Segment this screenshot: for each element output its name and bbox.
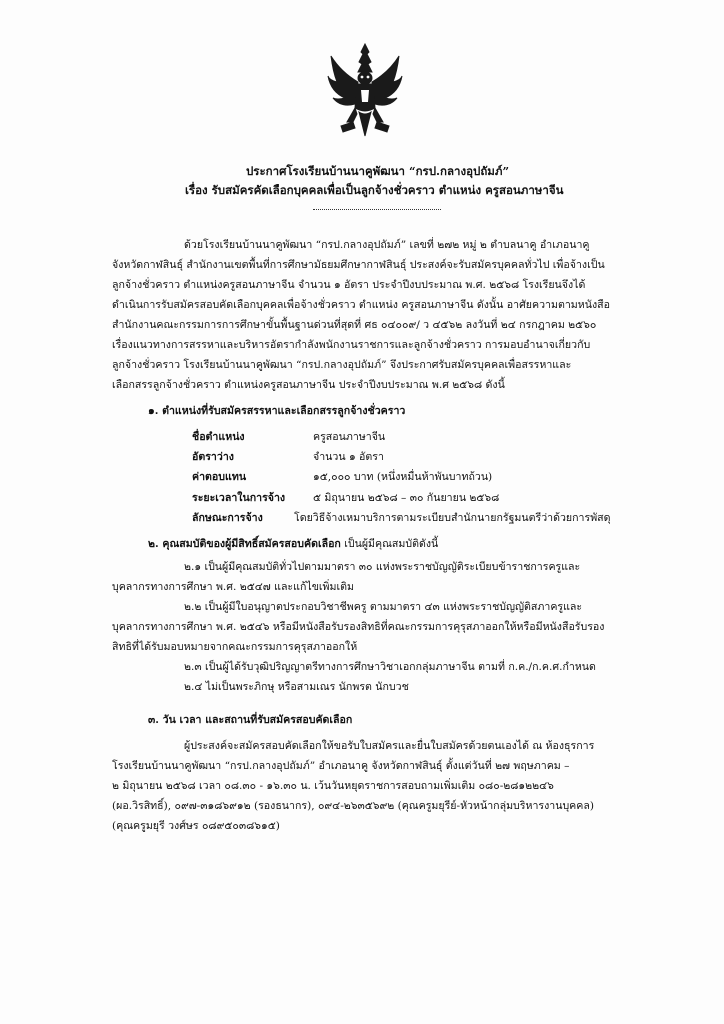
intro-line: ด้วยโรงเรียนบ้านนาคูพัฒนา “กรป.กลางอุปถัมภ์” เลขที่ ๒๗๒ หมู่ ๒ ตำบลนาคู อำเภอนาคู <box>184 239 590 251</box>
section1-heading: ๑. ตำแหน่งที่รับสมัครสรรหาและเลือกสรรลูกจ้างชั่วคราว <box>148 405 406 417</box>
salary-value: ๑๕,๐๐๐ บาท (หนึ่งหมื่นห้าพันบาทถ้วน) <box>313 471 493 483</box>
qualification-line: ๒.๔ ไม่เป็นพระภิกษุ หรือสามเณร นักพรต นักบวช <box>184 681 409 693</box>
garuda-emblem-icon <box>327 42 403 140</box>
qualification-line: สิทธิที่ได้รับมอบหมายจากคณะกรรมการคุรุสภาออกให้ <box>112 641 358 653</box>
section2-heading-tail: เป็นผู้มีคุณสมบัติดังนี้ <box>340 538 439 550</box>
application-line: (ผอ.วิรสิทธิ์), ๐๙๗-๓๑๘๖๙๑๒ (รองธนากร), ๐๙๔-๒๖๓๕๖๙๒ (คุณครูมยุรีย์-หัวหน้ากลุ่มบริหารงานบุคคล) <box>112 800 594 812</box>
application-line: ๒ มิถุนายน ๒๕๖๘ เวลา ๐๘.๓๐ - ๑๖.๓๐ น. เว้นวันหยุดราชการสอบถามเพิ่มเติม ๐๘๐-๒๘๑๒๒๔๖ <box>112 780 554 792</box>
employment-period-value: ๕ มิถุนายน ๒๕๖๘ – ๓๐ กันยายน ๒๕๖๘ <box>313 492 500 504</box>
position-value: ครูสอนภาษาจีน <box>313 431 386 443</box>
qualification-line: บุคลากรทางการศึกษา พ.ศ. ๒๕๔๗ และแก้ไขเพิ่มเติม <box>112 581 355 593</box>
intro-line: เลือกสรรลูกจ้างชั่วคราว ตำแหน่งครูสอนภาษาจีน ประจำปีงบประมาณ พ.ศ ๒๕๖๘ ดังนี้ <box>112 379 505 391</box>
qualification-line: ๒.๑ เป็นผู้มีคุณสมบัติทั่วไปตามมาตรา ๓๐ แห่งพระราชบัญญัติระเบียบข้าราชการครูและ <box>184 561 581 573</box>
application-line: (คุณครูมยุรี วงศ์ษร ๐๘๙๕๐๓๘๖๑๕) <box>112 820 280 832</box>
employment-period-label: ระยะเวลาในการจ้าง <box>192 492 286 504</box>
employment-type-label: ลักษณะการจ้าง <box>192 512 263 524</box>
qualification-line: ๒.๓ เป็นผู้ได้รับวุฒิปริญญาตรีทางการศึกษาวิชาเอกกลุ่มภาษาจีน ตามที่ ก.ค./ก.ค.ศ.กำหนด <box>184 661 596 673</box>
announcement-title: ประกาศโรงเรียนบ้านนาคูพัฒนา “กรป.กลางอุปถัมภ์” <box>246 164 510 178</box>
section2-heading-title: ๒. คุณสมบัติของผู้มีสิทธิ์สมัครสอบคัดเลือก <box>148 538 341 550</box>
intro-line: ลูกจ้างชั่วคราว ตำแหน่งครูสอนภาษาจีน จำนวน ๑ อัตรา ประจำปีงบประมาณ พ.ศ. ๒๕๖๘ โรงเรียนจึงได้ <box>112 279 586 291</box>
intro-line: ลูกจ้างชั่วคราว โรงเรียนบ้านนาคูพัฒนา “กรป.กลางอุปถัมภ์” จึงประกาศรับสมัครบุคคลเพื่อสรรหาและ <box>112 359 572 371</box>
application-line: ผู้ประสงค์จะสมัครสอบคัดเลือกให้ขอรับใบสมัครและยื่นใบสมัครด้วยตนเองได้ ณ ห้องธุรการ <box>184 740 595 752</box>
application-line: โรงเรียนบ้านนาคูพัฒนา “กรป.กลางอุปถัมภ์” อำเภอนาคู จังหวัดกาฬสินธุ์ ตั้งแต่วันที่ ๒๗ พฤษภาคม – <box>112 760 570 772</box>
qualification-line: บุคลากรทางการศึกษา พ.ศ. ๒๕๔๖ หรือมีหนังสือรับรองสิทธิที่คณะกรรมการคุรุสภาออกให้หรือมีหนังสือรับรอง <box>112 621 605 633</box>
salary-label: ค่าตอบแทน <box>192 471 247 483</box>
intro-line: เรื่องแนวทางการสรรหาและบริหารอัตรากำลังพนักงานราชการและลูกจ้างชั่วคราว การมอบอำนาจเกี่ยวกับ <box>112 339 591 351</box>
intro-line: สำนักงานคณะกรรมการการศึกษาขั้นพื้นฐานด่วนที่สุดที่ ศธ ๐๔๐๐๙/ ว ๔๕๖๒ ลงวันที่ ๒๔ กรกฎาคม ๒๕๖๐ <box>112 319 597 331</box>
intro-line: ดำเนินการรับสมัครสอบคัดเลือกบุคคลเพื่อจ้างชั่วคราว ตำแหน่ง ครูสอนภาษาจีน ดังนั้น อาศัยความตามหนังสือ <box>112 299 610 311</box>
section3-heading: ๓. วัน เวลา และสถานที่รับสมัครสอบคัดเลือก <box>148 714 353 726</box>
section2-heading <box>148 537 438 551</box>
vacancy-value: จำนวน ๑ อัตรา <box>313 451 384 463</box>
qualification-line: ๒.๒ เป็นผู้มีใบอนุญาตประกอบวิชาชีพครู ตามมาตรา ๔๓ แห่งพระราชบัญญัติสภาครูและ <box>184 601 583 613</box>
title-separator <box>313 209 441 210</box>
employment-type-value: โดยวิธีจ้างเหมาบริการตามระเบียบสำนักนายกรัฐมนตรีว่าด้วยการพัสดุ <box>294 512 611 524</box>
announcement-subject: เรื่อง รับสมัครคัดเลือกบุคคลเพื่อเป็นลูกจ้างชั่วคราว ตำแหน่ง ครูสอนภาษาจีน <box>185 183 564 197</box>
vacancy-label: อัตราว่าง <box>192 451 234 463</box>
position-label: ชื่อตำแหน่ง <box>192 431 245 443</box>
intro-line: จังหวัดกาฬสินธุ์ สำนักงานเขตพื้นที่การศึกษามัธยมศึกษากาฬสินธุ์ ประสงค์จะรับสมัครบุคคลทั่วไป เพื่อจ้างเป็น <box>112 259 605 271</box>
